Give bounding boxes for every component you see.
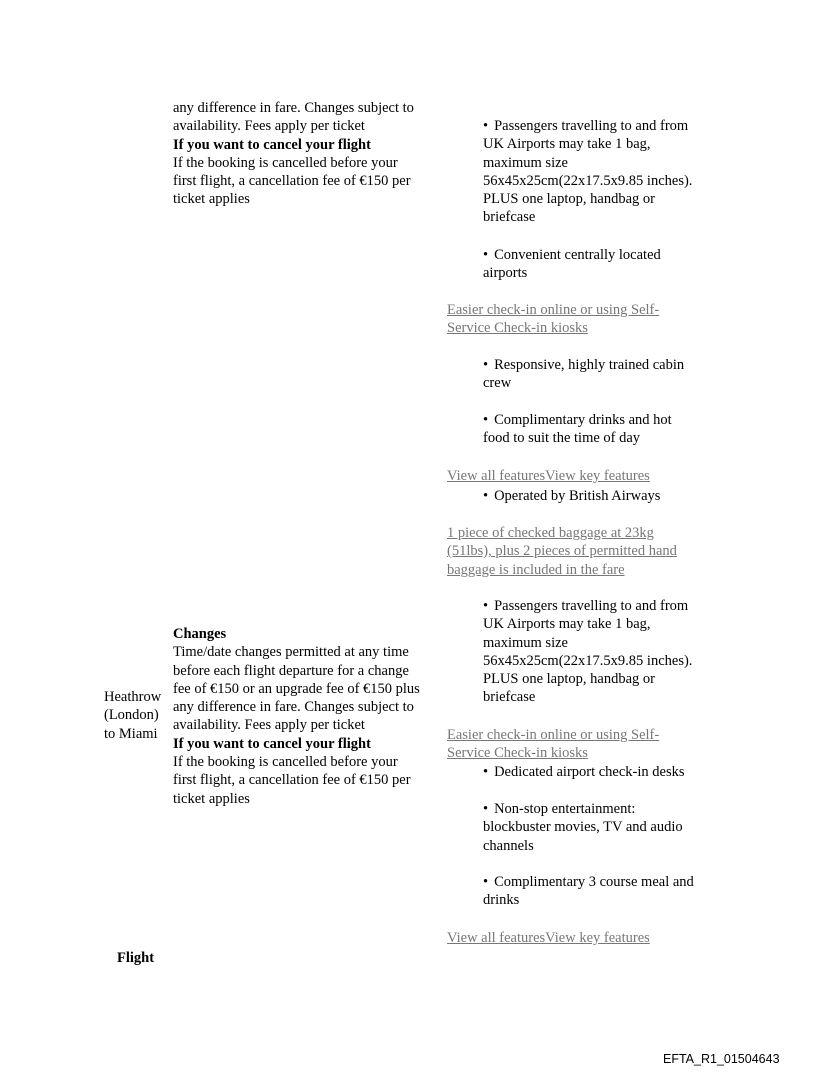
baggage-allowance-link[interactable]: 1 piece of checked baggage at 23kg (51lbs), plus 2 pieces of permitted hand baggage is included in the fare <box>447 525 677 578</box>
features-links <box>447 467 650 485</box>
feature-bullet-baggage: • Passengers travelling to and from UK Airports may take 1 bag, maximum size 56x45x25cm(22x17.5x9.85 inches). PLUS one laptop, handbag or briefcase <box>483 118 693 226</box>
feature-bullet-crew: • Responsive, highly trained cabin crew <box>483 357 685 392</box>
cancel-heading: If you want to cancel your flight <box>173 735 371 752</box>
feature-bullet-operator: • Operated by British Airways <box>483 488 661 504</box>
text-line: any difference in fare. Changes subject to <box>173 100 414 116</box>
document-id: EFTA_R1_01504643 <box>663 1052 780 1066</box>
fare-conditions-top <box>173 99 453 209</box>
text-line: Time/date changes permitted at any time <box>173 644 409 661</box>
view-key-features-link[interactable]: View key features <box>545 930 650 946</box>
bullet-icon: • <box>483 874 489 890</box>
bullet-icon: • <box>483 118 489 134</box>
route-label <box>104 688 174 743</box>
changes-heading: Changes <box>173 626 227 642</box>
view-all-features-link[interactable]: View all features <box>447 930 546 946</box>
bullet-icon: • <box>483 764 489 780</box>
cancel-heading: If you want to cancel your flight <box>173 136 371 153</box>
text-line: If the booking is cancelled before your <box>173 754 398 771</box>
feature-bullet-drinks: • Complimentary drinks and hot food to suit the time of day <box>483 412 672 447</box>
bullet-icon: • <box>483 801 489 817</box>
bullet-icon: • <box>483 247 489 263</box>
bullet-icon: • <box>483 488 489 504</box>
text-line: availability. Fees apply per ticket <box>173 717 365 734</box>
text-line: first flight, a cancellation fee of €150 per <box>173 772 411 789</box>
bullet-icon: • <box>483 598 489 614</box>
text-line: any difference in fare. Changes subject to <box>173 699 414 716</box>
text-line: If the booking is cancelled before your <box>173 154 398 171</box>
feature-bullet-baggage: • Passengers travelling to and from UK Airports may take 1 bag, maximum size 56x45x25cm(22x17.5x9.85 inches). PLUS one laptop, handbag or briefcase <box>483 598 693 706</box>
route-destination: to Miami <box>104 725 158 742</box>
flight-label: Flight <box>117 950 155 966</box>
text-line: first flight, a cancellation fee of €150 per <box>173 173 411 190</box>
text-line: ticket applies <box>173 191 250 208</box>
fare-conditions-bottom <box>173 625 453 808</box>
view-key-features-link[interactable]: View key features <box>545 468 650 484</box>
feature-bullet-airports: • Convenient centrally located airports <box>483 247 661 282</box>
text-line: availability. Fees apply per ticket <box>173 118 365 135</box>
checkin-link[interactable]: Easier check-in online or using Self- Service Check-in kiosks <box>447 302 660 337</box>
route-origin-city: (London) <box>104 707 159 724</box>
text-line: fee of €150 or an upgrade fee of €150 plus <box>173 680 420 697</box>
route-origin: Heathrow <box>104 689 162 705</box>
text-line: ticket applies <box>173 790 250 807</box>
text-line: before each flight departure for a change <box>173 662 409 679</box>
feature-bullet-entertainment: • Non-stop entertainment: blockbuster movies, TV and audio channels <box>483 801 683 854</box>
feature-bullet-checkin-desks: • Dedicated airport check-in desks <box>483 764 685 780</box>
bullet-icon: • <box>483 412 489 428</box>
checkin-link[interactable]: Easier check-in online or using Self- Service Check-in kiosks <box>447 727 660 762</box>
bullet-icon: • <box>483 357 489 373</box>
feature-bullet-meal: • Complimentary 3 course meal and drinks <box>483 874 694 909</box>
features-links <box>447 929 650 947</box>
view-all-features-link[interactable]: View all features <box>447 468 546 484</box>
